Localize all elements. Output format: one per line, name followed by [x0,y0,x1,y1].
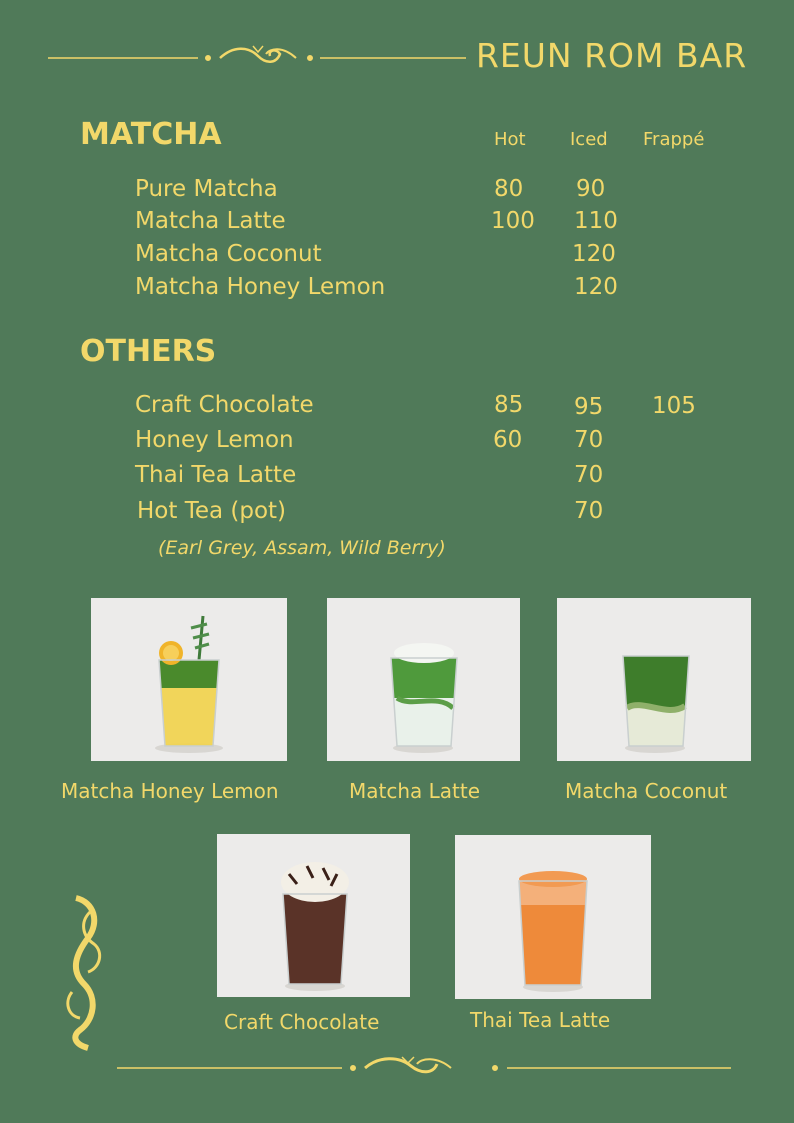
menu-item-name: Thai Tea Latte [135,462,297,488]
menu-item-name: Craft Chocolate [135,392,314,418]
drink-cup-icon [91,598,287,761]
menu-item-price-iced: 110 [574,208,618,234]
menu-item-price-iced: 120 [574,274,618,300]
flourish-ornament-icon [60,892,112,1052]
photo-matcha-latte [327,598,520,761]
menu-item-name: Honey Lemon [135,427,294,453]
drink-cup-icon [217,834,410,997]
menu-item-price-iced: 70 [574,462,604,488]
menu-item-price-frappe: 105 [652,393,696,419]
photo-caption: Craft Chocolate [224,1010,380,1034]
section-title-others: OTHERS [80,334,217,369]
divider-ornament-bottom-icon [117,1052,731,1084]
menu-item-price-iced: 70 [574,498,604,524]
photo-thai-tea-latte [455,835,651,999]
menu-item-name: Matcha Latte [135,208,286,234]
menu-item-price-hot: 60 [493,427,523,453]
menu-item-name: Matcha Honey Lemon [135,274,386,300]
column-header-hot: Hot [494,129,526,150]
photo-caption: Matcha Honey Lemon [61,779,279,803]
section-title-matcha: MATCHA [80,117,222,152]
menu-item-price-iced: 70 [574,427,604,453]
divider-ornament-top-icon [48,40,468,76]
drink-cup-icon [327,598,520,761]
brand-title: REUN ROM BAR [476,36,748,75]
menu-item-price-iced: 90 [576,176,606,202]
tea-varieties-note: (Earl Grey, Assam, Wild Berry) [158,537,446,559]
menu-item-price-iced: 95 [574,394,604,420]
drink-cup-icon [455,835,651,999]
menu-item-price-iced: 120 [572,241,616,267]
photo-caption: Matcha Coconut [565,779,728,803]
photo-matcha-coconut [557,598,751,761]
menu-item-name: Hot Tea (pot) [137,498,287,524]
drink-cup-icon [557,598,751,761]
photo-caption: Matcha Latte [349,779,481,803]
menu-item-price-hot: 100 [491,208,535,234]
photo-caption: Thai Tea Latte [470,1008,611,1032]
menu-item-name: Pure Matcha [135,176,278,202]
column-header-frappe: Frappé [643,129,705,150]
photo-matcha-honey-lemon [91,598,287,761]
column-header-iced: Iced [570,129,608,150]
photo-craft-chocolate [217,834,410,997]
menu-item-price-hot: 85 [494,392,524,418]
menu-item-price-hot: 80 [494,176,524,202]
menu-item-name: Matcha Coconut [135,241,322,267]
